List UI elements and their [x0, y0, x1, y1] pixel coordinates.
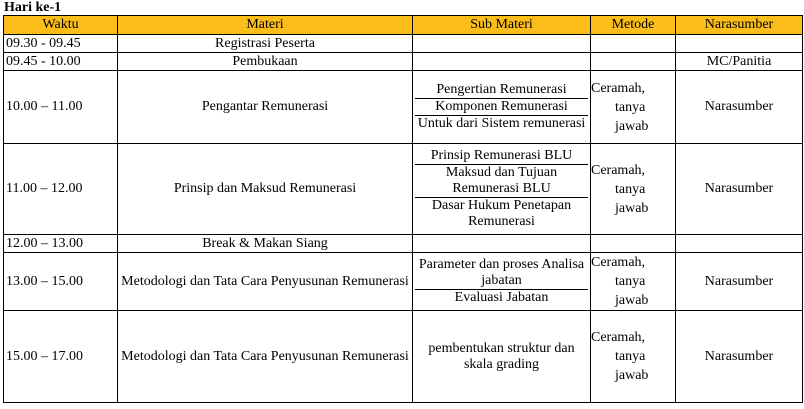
- metode-cell: [591, 311, 676, 403]
- materi-cell: Prinsip dan Maksud Remunerasi: [118, 144, 413, 235]
- day-title: Hari ke-1: [4, 0, 62, 15]
- header-row: [4, 16, 803, 35]
- header-metode: Metode: [591, 16, 676, 35]
- sub-materi-item: Evaluasi Jabatan: [454, 290, 549, 305]
- materi-cell: Registrasi Peserta: [118, 35, 413, 53]
- metode-line: jawab: [615, 200, 649, 216]
- sub-materi-item: Pengertian Remunerasi: [415, 82, 588, 99]
- schedule-table: [3, 15, 803, 403]
- narasumber-cell: Narasumber: [676, 71, 803, 144]
- time-cell: 15.00 – 17.00: [4, 311, 118, 403]
- materi-cell: Metodologi dan Tata Cara Penyusunan Remunerasi: [118, 311, 413, 403]
- metode-line: tanya: [615, 349, 646, 364]
- metode-cell: [591, 144, 676, 235]
- materi-cell: Pembukaan: [118, 53, 413, 71]
- time-cell: 09.30 - 09.45: [4, 35, 118, 53]
- header-sub-materi: Sub Materi: [413, 16, 591, 35]
- metode-line: Ceramah,: [591, 330, 646, 345]
- table-row: [4, 53, 803, 71]
- narasumber-cell: MC/Panitia: [676, 53, 803, 71]
- time-cell: 13.00 – 15.00: [4, 253, 118, 311]
- materi-cell: Break & Makan Siang: [118, 235, 413, 253]
- header-materi: Materi: [118, 16, 413, 35]
- narasumber-cell: [676, 35, 803, 53]
- materi-cell: Pengantar Remunerasi: [118, 71, 413, 144]
- sub-materi-item: Komponen Remunerasi: [415, 99, 588, 116]
- header-waktu: Waktu: [4, 16, 118, 35]
- table-row: [4, 144, 803, 235]
- metode-cell: [591, 253, 676, 311]
- time-cell: 11.00 – 12.00: [4, 144, 118, 235]
- time-cell: 10.00 – 11.00: [4, 71, 118, 144]
- time-cell: 12.00 – 13.00: [4, 235, 118, 253]
- sub-materi-cell: [413, 235, 591, 253]
- metode-line: jawab: [615, 293, 649, 308]
- sub-materi-item: Prinsip Remunerasi BLU: [415, 148, 588, 165]
- header-narasumber: Narasumber: [676, 16, 803, 35]
- narasumber-cell: Narasumber: [676, 144, 803, 235]
- sub-materi-item: Maksud dan Tujuan Remunerasi BLU: [415, 165, 588, 198]
- sub-materi-item: Untuk dari Sistem remunerasi: [417, 116, 586, 131]
- sub-materi-cell: [413, 311, 591, 403]
- sub-materi-cell: [413, 71, 591, 144]
- metode-cell: [591, 53, 676, 71]
- metode-cell: [591, 235, 676, 253]
- narasumber-cell: [676, 235, 803, 253]
- sub-materi-cell: [413, 35, 591, 53]
- narasumber-cell: Narasumber: [676, 311, 803, 403]
- narasumber-cell: Narasumber: [676, 253, 803, 311]
- metode-line: Ceramah,: [591, 255, 646, 270]
- metode-line: tanya: [615, 181, 646, 197]
- metode-cell: [591, 35, 676, 53]
- table-row: [4, 253, 803, 311]
- table-row: [4, 311, 803, 403]
- sub-materi-item: Dasar Hukum Penetapan Remunerasi: [431, 198, 572, 229]
- sub-materi-item: pembentukan struktur dan skala grading: [428, 340, 575, 372]
- metode-line: jawab: [615, 368, 649, 383]
- metode-line: Ceramah,: [591, 80, 646, 96]
- table-row: [4, 71, 803, 144]
- metode-line: jawab: [615, 118, 649, 134]
- time-cell: 09.45 - 10.00: [4, 53, 118, 71]
- sub-materi-cell: [413, 53, 591, 71]
- sub-materi-item: Parameter dan proses Analisa jabatan: [415, 257, 588, 290]
- table-row: [4, 235, 803, 253]
- metode-line: tanya: [615, 274, 646, 289]
- sub-materi-cell: [413, 253, 591, 311]
- table-row: [4, 35, 803, 53]
- metode-cell: [591, 71, 676, 144]
- materi-cell: Metodologi dan Tata Cara Penyusunan Remunerasi: [118, 253, 413, 311]
- metode-line: Ceramah,: [591, 162, 646, 178]
- sub-materi-cell: [413, 144, 591, 235]
- metode-line: tanya: [615, 99, 646, 115]
